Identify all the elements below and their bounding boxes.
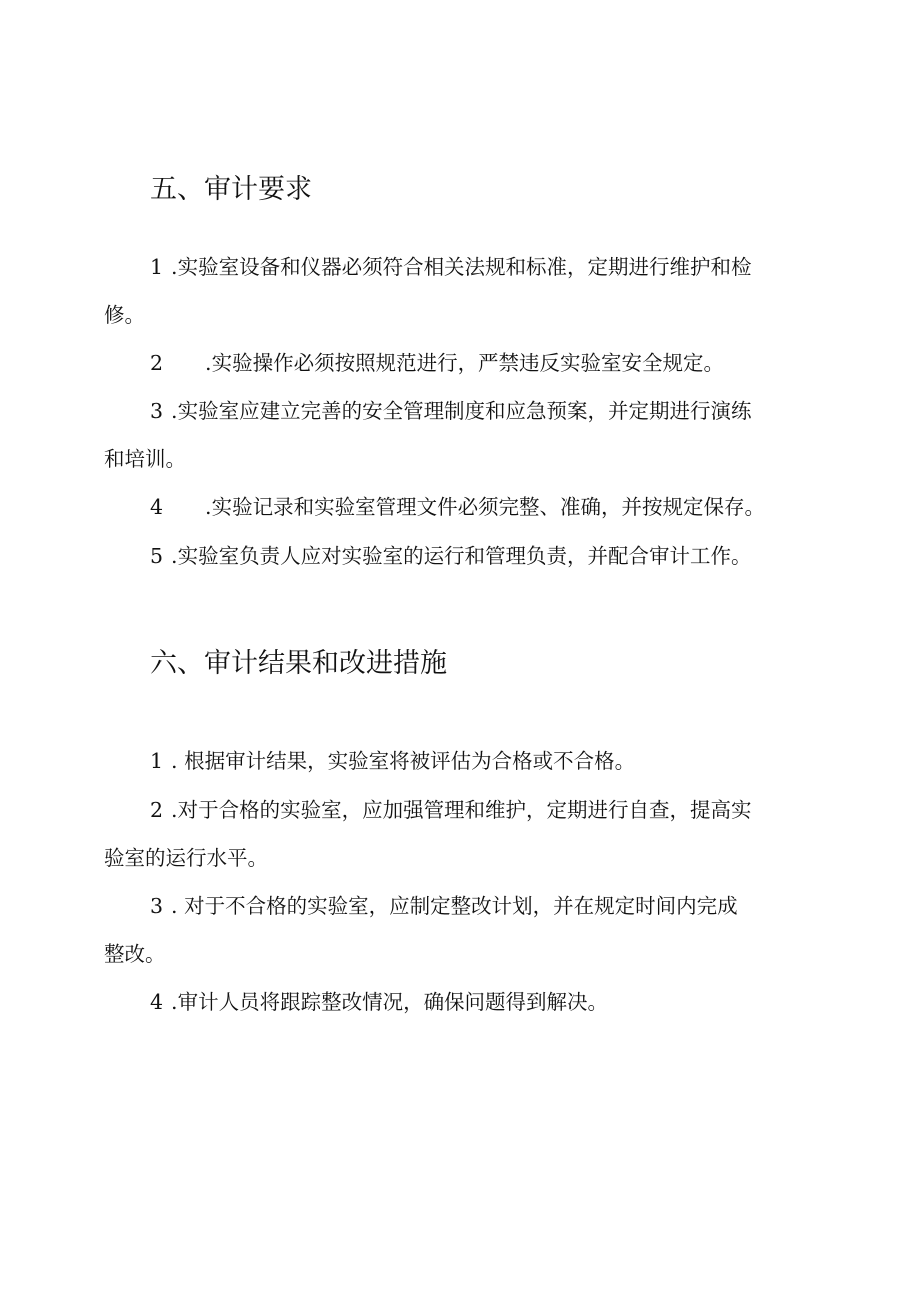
item-number: 1: [150, 255, 164, 279]
item-text: .实验室负责人应对实验室的运行和管理负责，并配合审计工作。: [171, 544, 752, 568]
section-6-item-3: [104, 882, 832, 978]
item-text: .实验操作必须按照规范进行，严禁违反实验室安全规定。: [205, 351, 725, 375]
item-text: . 根据审计结果，实验室将被评估为合格或不合格。: [171, 749, 636, 773]
item-number: 1: [150, 749, 164, 773]
item-text: .对于合格的实验室，应加强管理和维护，定期进行自查，提高实: [171, 798, 752, 822]
item-number: 3: [150, 894, 164, 918]
item-text: .实验室应建立完善的安全管理制度和应急预案，并定期进行演练: [171, 399, 752, 423]
item-number: 2: [150, 798, 164, 822]
section-5-item-4: [104, 483, 832, 531]
section-6-item-2: [104, 786, 832, 882]
item-number: 2: [150, 351, 164, 375]
item-text: .实验记录和实验室管理文件必须完整、准确，并按规定保存。: [205, 495, 766, 519]
item-number: 3: [150, 399, 164, 423]
section-5-heading: 五、审计要求: [150, 174, 312, 205]
section-6-item-4: [104, 978, 832, 1026]
section-5-item-1: [104, 243, 832, 339]
item-text-continuation: 验室的运行水平。: [104, 846, 268, 870]
section-6-item-1: [104, 737, 832, 785]
item-text-continuation: 整改。: [104, 942, 166, 966]
section-5-item-2: [104, 339, 832, 387]
item-text: .实验室设备和仪器必须符合相关法规和标准，定期进行维护和检: [171, 255, 752, 279]
item-number: 4: [150, 495, 164, 519]
section-5-item-5: [104, 532, 832, 580]
section-5-item-3: [104, 387, 832, 483]
item-text: .审计人员将跟踪整改情况，确保问题得到解决。: [171, 990, 609, 1014]
item-text-continuation: 和培训。: [104, 447, 186, 471]
item-text: . 对于不合格的实验室，应制定整改计划，并在规定时间内完成: [171, 894, 738, 918]
item-number: 5: [150, 544, 164, 568]
item-number: 4: [150, 990, 164, 1014]
item-text-continuation: 修。: [104, 303, 145, 327]
section-6-heading: 六、审计结果和改进措施: [150, 648, 447, 679]
